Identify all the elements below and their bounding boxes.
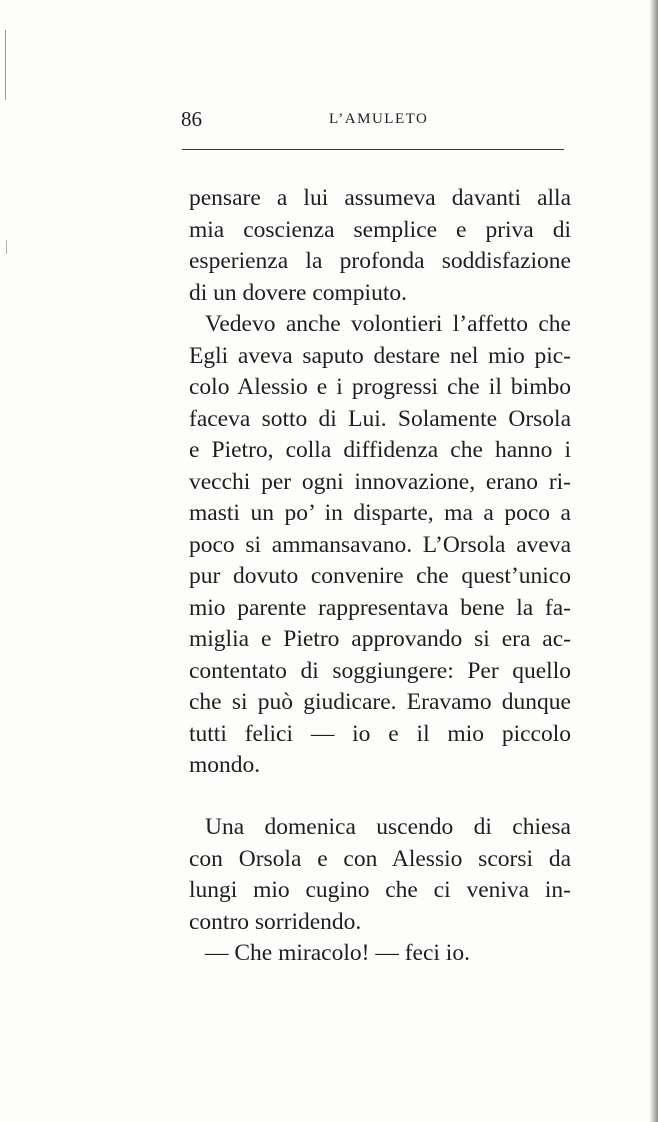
text-line: pensare a lui assumeva davanti alla [189,185,571,211]
text-line: Vedevo anche volontieri l’affetto che [205,311,571,337]
text-line: faceva sotto di Lui. Solamente Orsola [189,405,571,432]
binding-mark-small [6,240,7,254]
text-line: di un dovere compiuto. [189,279,407,306]
text-line: pur dovuto convenire che quest’unico [189,563,571,589]
text-line: masti un po’ in disparte, ma a poco a [189,500,571,526]
page-edge-shadow [650,0,658,1122]
text-line: esperienza la profonda soddisfazione [189,248,571,274]
header-rule [182,149,564,150]
text-line: mia coscienza semplice e priva di [189,216,571,243]
text-line: colo Alessio e i progressi che il bimbo [189,374,571,400]
text-line: vecchi per ogni innovazione, erano ri- [189,468,571,495]
text-line: con Orsola e con Alessio scorsi da [189,845,571,872]
text-line: miglia e Pietro approvando si era ac- [189,626,571,652]
text-line: Egli aveva saputo destare nel mio pic- [189,342,571,369]
binding-mark [5,30,6,100]
text-line: Una domenica uscendo di chiesa [205,814,571,840]
text-block-upper [189,183,571,782]
text-line: mio parente rappresentava bene la fa- [189,594,571,621]
page-number: 86 [181,107,202,131]
text-line: — Che miracolo! — feci io. [205,940,470,966]
running-head [181,104,565,134]
text-line: lungi mio cugino che ci veniva in- [189,877,571,903]
text-line: contro sorridendo. [189,908,362,935]
text-line: contentato di soggiungere: Per quello [189,657,571,684]
text-line: e Pietro, colla diffidenza che hanno i [189,437,571,463]
text-block-lower [189,812,571,970]
text-line: poco si ammansavano. L’Orsola aveva [189,531,571,558]
running-title: L’AMULETO [329,111,429,127]
text-line: mondo. [189,752,261,778]
text-line: tutti felici — io e il mio piccolo [189,720,571,747]
text-line: che si può giudicare. Eravamo dunque [189,689,571,715]
